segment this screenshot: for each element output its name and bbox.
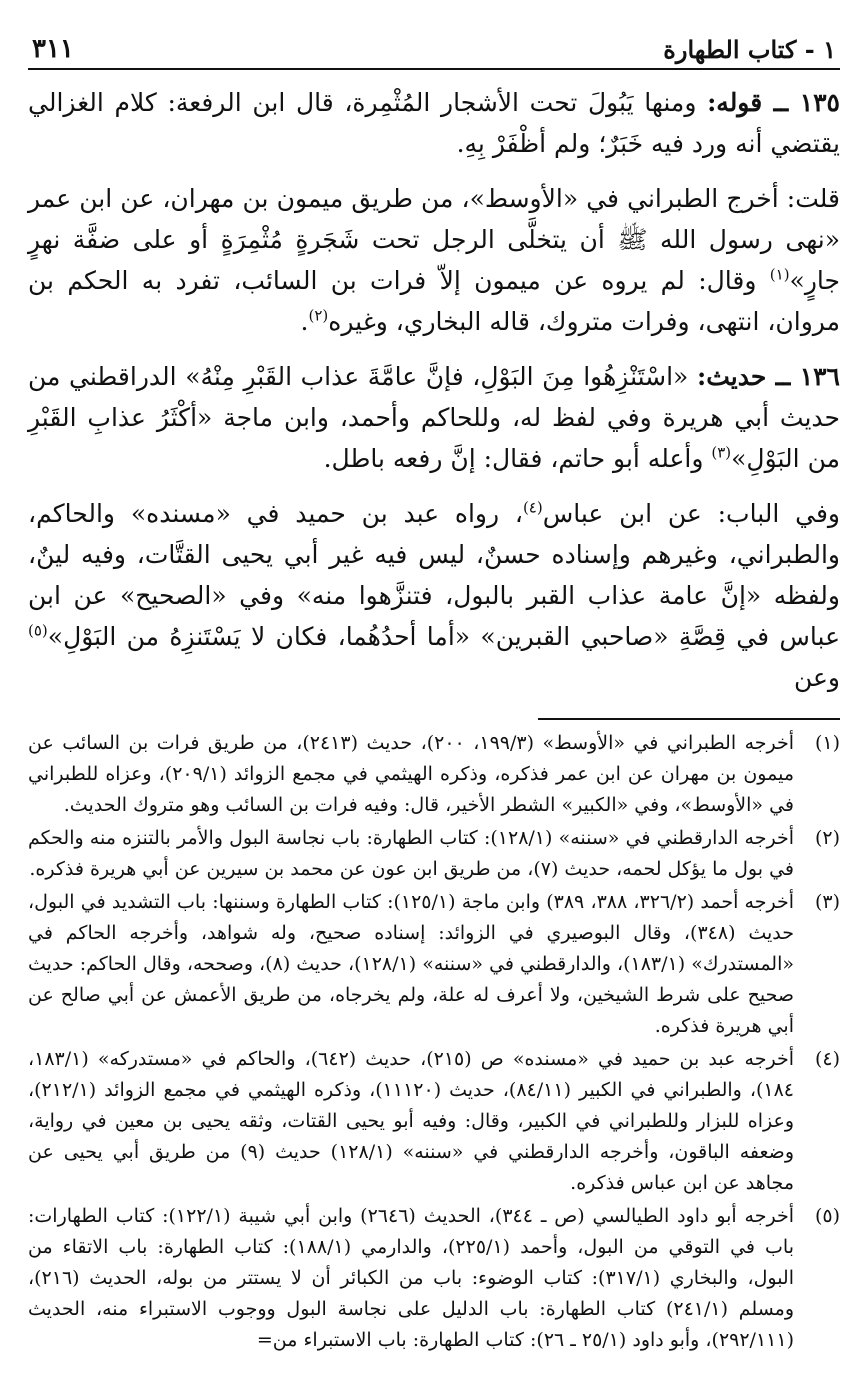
paragraph-text: وفي الباب: عن ابن عباس — [542, 499, 840, 528]
footnote-ref[interactable]: (٤) — [522, 498, 543, 517]
paragraph-text: قلت: أخرج الطبراني في «الأوسط»، من طريق ميمون بن مهران، عن ابن عمر «نهى رسول الله ﷺ أن يتخلَّى الرجل تحت شَجَرةٍ مُثْمِرَةٍ أو على ضفَّة نهرٍ جارٍ» — [28, 184, 840, 295]
paragraph-136 — [28, 356, 840, 479]
paragraph-135 — [28, 82, 840, 164]
page-number: ٣١١ — [32, 34, 74, 64]
footnote-5 — [28, 1201, 840, 1356]
footnote-label: (٤) — [814, 1048, 840, 1070]
paragraph-text: ، رواه عبد بن حميد في «مسنده» والحاكم، والطبراني، وغيرهم وإسناده حسنٌ، ليس فيه غير أبي يحيى القتَّات، وفيه لينٌ، ولفظه «إنَّ عامة عذاب القبر بالبول، فتنزَّهوا منه» وفي «الصحيح» عن ابن عباس في قِصَّةِ «صاحبي القبرين» «أما أحدُهُما، فكان لا يَسْتَنزِهُ من البَوْلِ» — [28, 499, 840, 651]
footnote-text: أخرجه الدارقطني في «سننه» (١٢٨/١): كتاب الطهارة: باب نجاسة البول والأمر بالتنزه منه والحكم في بول ما يؤكل لحمه، حديث (٧)، من طريق ابن عون عن محمد بن سيرين عن أبي هريرة فذكره. — [28, 827, 794, 880]
page-header — [28, 24, 840, 70]
footnote-ref[interactable]: (١) — [769, 265, 790, 284]
footnote-text: أخرجه أبو داود الطيالسي (ص ـ ٣٤٤)، الحديث (٢٦٤٦) وابن أبي شيبة (١٢٢/١): كتاب الطهارات: باب في التوقي من البول، وأحمد (٢٢٥/١)، والدارمي (١٨٨/١): كتاب الطهارة: باب الاتقاء من البول، والبخاري (٣١٧/١): كتاب الوضوء: باب من الكبائر أن لا يستتر من بوله، الحديث (٢١٦)، ومسلم (٢٤١/١) كتاب الطهارة: باب الدليل على نجاسة البول ووجوب الاستبراء منه، الحديث (٢٩٢/١١١)، وأبو داود (٢٥/١ ـ ٢٦): كتاب الطهارة: باب الاستبراء من= — [28, 1205, 794, 1351]
main-text — [28, 82, 840, 698]
footnote-ref[interactable]: (٢) — [308, 306, 329, 325]
paragraph-text: «اسْتَنْزِهُوا مِنَ البَوْلِ، فإنَّ عامَّةَ عذاب القَبْرِ مِنْهُ» الدراقطني من حديث أبي هريرة وفي لفظ له، وللحاكم وأحمد، وابن ماجة «أكْثَرُ عذابِ القَبْرِ من البَوْلِ» — [28, 362, 840, 473]
footnote-2 — [28, 823, 840, 885]
hadith-number-label: ١٣٦ ــ حديث: — [696, 362, 840, 391]
footnote-label: (٣) — [814, 891, 840, 913]
hadith-number-label: ١٣٥ ــ قوله: — [707, 88, 840, 117]
footnote-1 — [28, 728, 840, 821]
book-page — [28, 24, 840, 1358]
paragraph-text: وقال: لم يروه عن ميمون إلاّ فرات بن السائب، تفرد به الحكم بن مروان، انتهى، وفرات متروك، قاله البخاري، وغيره — [28, 266, 840, 336]
footnote-text: أخرجه عبد بن حميد في «مسنده» ص (٢١٥)، حديث (٦٤٢)، والحاكم في «مستدركه» (١٨٣/١، ١٨٤)، والطبراني في الكبير (٨٤/١١)، حديث (١١١٢٠)، وذكره الهيثمي في مجمع الزوائد (٢١٢/١)، وعزاه للبزار وللطبراني في الكبير، وقال: وفيه أبو يحيى القتات، وثقه يحيى بن معين في رواية، وضعفه الباقون، وأخرجه الدارقطني في «سننه» (١٢٨/١) حديث (٩) من طريق أبي يحيى عن مجاهد عن ابن عباس فذكره. — [28, 1048, 795, 1194]
footnote-label: (٢) — [814, 827, 840, 849]
paragraph-text: ومنها يَبُولَ تحت الأشجار المُثْمِرة، قال ابن الرفعة: كلام الغزالي يقتضي أنه ورد فيه خَبَرٌ؛ ولم أظْفَرْ بِهِ. — [28, 88, 840, 158]
chapter-title: ١ - كتاب الطهارة — [663, 35, 836, 64]
footnote-ref[interactable]: (٥) — [28, 621, 48, 640]
footnote-3 — [28, 887, 840, 1042]
footnote-ref[interactable]: (٣) — [711, 443, 732, 462]
footnote-text: أخرجه الطبراني في «الأوسط» (١٩٩/٣، ٢٠٠)، حديث (٢٤١٣)، من طريق فرات بن السائب عن ميمون بن مهران عن ابن عمر فذكره، وذكره الهيثمي في مجمع الزوائد (٢٠٩/١)، وعزاه للطبراني في «الأوسط»، وفي «الكبير» الشطر الأخير، قال: وفيه فرات بن السائب وهو متروك الحديث. — [28, 732, 795, 816]
paragraph-commentary — [28, 178, 840, 342]
footnote-divider — [538, 718, 840, 720]
footnotes — [28, 728, 840, 1356]
paragraph-text: . — [300, 307, 309, 336]
paragraph-in-chapter — [28, 493, 840, 698]
footnote-text: أخرجه أحمد (٣٢٦/٢، ٣٨٨، ٣٨٩) وابن ماجة (١٢٥/١): كتاب الطهارة وسننها: باب التشديد في البول، حديث (٣٤٨)، وقال البوصيري في الزوائد: إسناده صحيح، وله شواهد، وأخرجه الحاكم في «المستدرك» (١٨٣/١)، والدارقطني في «سننه» (١٢٨/١)، حديث (٨)، وصححه، وقال الحاكم: حديث صحيح على شرط الشيخين، ولا أعرف له علة، ولم يخرجاه، من طريق الأعمش عن أبي صالح عن أبي هريرة فذكره. — [28, 891, 794, 1037]
paragraph-text: وعن — [793, 663, 840, 692]
footnote-label: (١) — [814, 732, 840, 754]
paragraph-text: وأعله أبو حاتم، فقال: إنَّ رفعه باطل. — [323, 444, 712, 473]
footnote-4 — [28, 1044, 840, 1199]
footnote-label: (٥) — [814, 1205, 840, 1227]
